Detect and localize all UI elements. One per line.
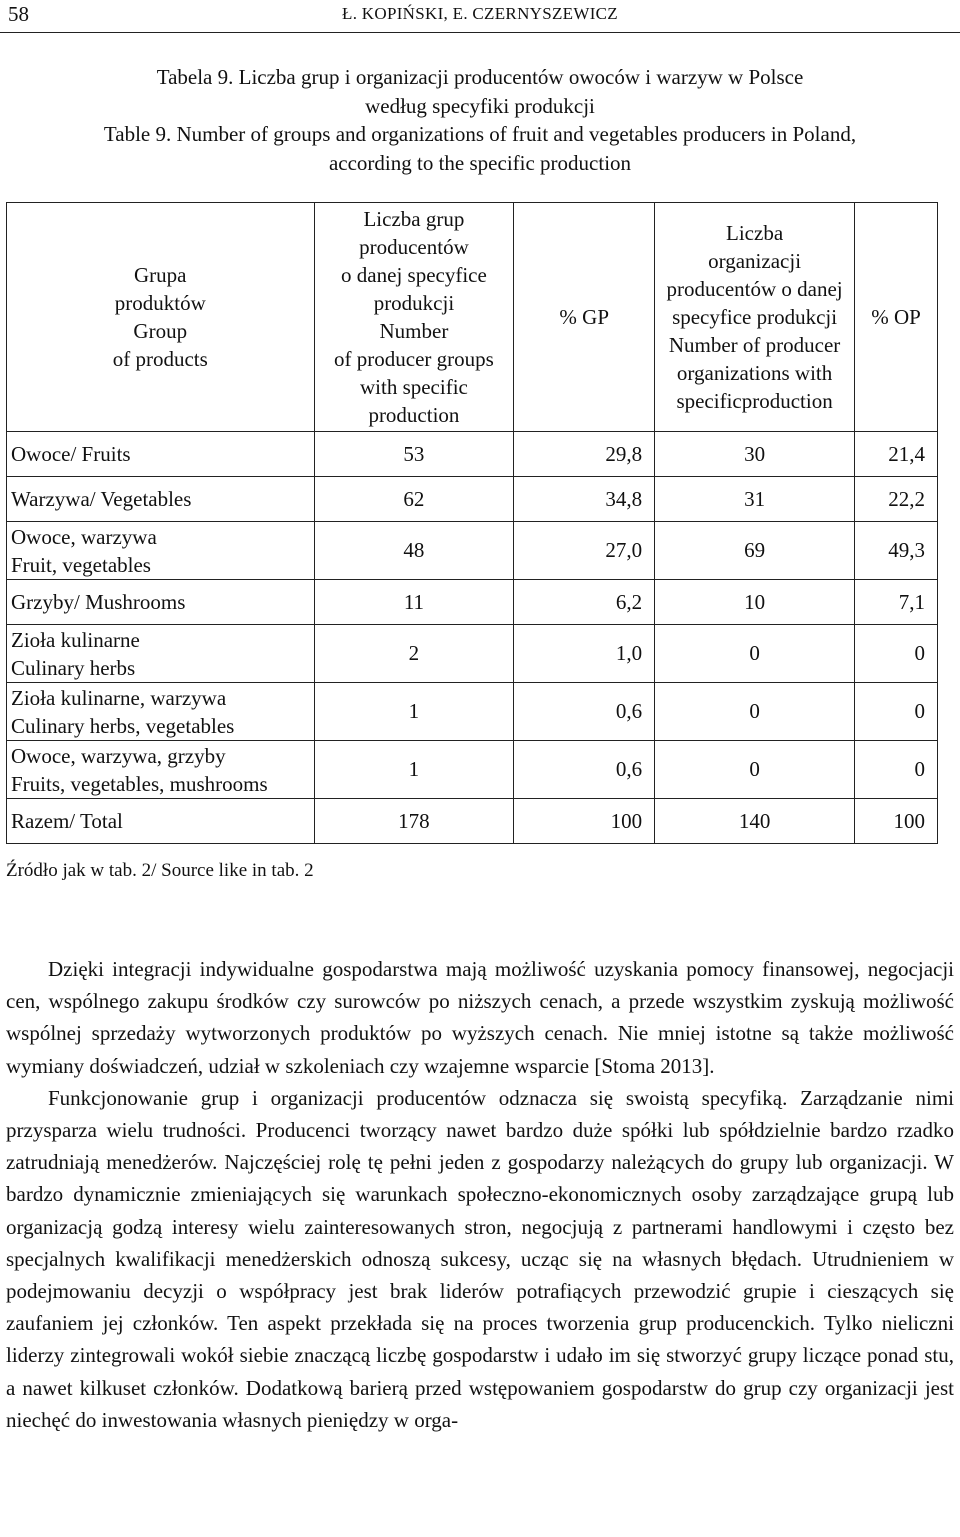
paragraph-1: Dzięki integracji indywidualne gospodarstwa mają możliwość uzyskania pomocy finansowej, negocjacji cen, wspólnego zakupu środków czy surowców po niższych cenach, a przede wszystkim zyskują możliwość wspólnej sprzedaży wytworzonych produktów po wyższych cenach. Nie mniej istotne są także możliwość wymiany doświadczeń, udział w szkoleniach czy wzajemne wsparcie [Stoma 2013]. bbox=[6, 957, 954, 1078]
row-label bbox=[7, 625, 315, 683]
cell-groups-count: 1 bbox=[314, 741, 514, 799]
row-label bbox=[7, 432, 315, 477]
cell-op-pct: 22,2 bbox=[855, 477, 938, 522]
header-line: Number of producer bbox=[668, 333, 841, 357]
cell-groups-count: 53 bbox=[314, 432, 514, 477]
cell-gp-pct: 0,6 bbox=[514, 683, 655, 741]
table-row bbox=[7, 683, 938, 741]
cell-groups-count: 1 bbox=[314, 683, 514, 741]
cell-gp-pct: 100 bbox=[514, 799, 655, 844]
cell-org-count: 30 bbox=[655, 432, 855, 477]
header-line: produkcji bbox=[373, 291, 455, 315]
cell-org-count: 0 bbox=[655, 683, 855, 741]
header-line: Grupa bbox=[134, 263, 187, 287]
header-groups-count bbox=[314, 203, 514, 432]
cell-org-count: 31 bbox=[655, 477, 855, 522]
row-label-line: Fruits, vegetables, mushrooms bbox=[11, 771, 268, 796]
row-label bbox=[7, 477, 315, 522]
cell-op-pct: 100 bbox=[855, 799, 938, 844]
row-label-line: Warzywa/ Vegetables bbox=[11, 487, 192, 511]
table-row bbox=[7, 477, 938, 522]
header-gp-pct: % GP bbox=[514, 203, 655, 432]
cell-gp-pct: 6,2 bbox=[514, 580, 655, 625]
cell-groups-count: 11 bbox=[314, 580, 514, 625]
cell-groups-count: 178 bbox=[314, 799, 514, 844]
cell-gp-pct: 27,0 bbox=[514, 522, 655, 580]
producers-table bbox=[6, 202, 938, 844]
running-head: Ł. KOPIŃSKI, E. CZERNYSZEWICZ bbox=[342, 4, 618, 23]
table-row bbox=[7, 799, 938, 844]
header-line: Liczba bbox=[726, 221, 784, 245]
row-label-line: Culinary herbs, vegetables bbox=[11, 713, 235, 738]
cell-org-count: 10 bbox=[655, 580, 855, 625]
row-label bbox=[7, 683, 315, 741]
header-line: organizations with bbox=[676, 361, 833, 385]
header-line: of products bbox=[112, 347, 208, 371]
header-line: with specific bbox=[359, 375, 468, 399]
header-org-count bbox=[655, 203, 855, 432]
cell-gp-pct: 34,8 bbox=[514, 477, 655, 522]
row-label-line: Owoce, warzywa bbox=[11, 524, 157, 549]
row-label-line: Owoce/ Fruits bbox=[11, 442, 131, 466]
cell-gp-pct: 29,8 bbox=[514, 432, 655, 477]
header-line: of producer groups bbox=[334, 347, 494, 371]
paragraph-2: Funkcjonowanie grup i organizacji producentów odznacza się swoistą specyfiką. Zarządzanie nimi przysparza wielu trudności. Producenci tworzący nawet bardzo duże spółki lub spółdzielnie bardzo rzadko zatrudniają menedżerów. Najczęściej rolę tę pełni jeden z gospodarzy należących do grupy lub organizacji. W bardzo dynamicznie zmieniających się warunkach społeczno-ekonomicznych osoby zarządzające grupą lub organizacją godzą interesy wielu zainteresowanych stron, negocjują z partnerami handlowymi i często bez specjalnych kwalifikacji menedżerskich odnoszą sukcesy, ucząc się na własnych błędach. Utrudnieniem w podejmowaniu decyzji o współpracy jest brak liderów potrafiących przewodzić grupie i cieszących się zaufaniem jej członków. Ten aspekt przekłada się na proces tworzenia grup producenckich. Tylko nieliczni liderzy zintegrowali wokół siebie znaczącą liczbę gospodarstw i udało im się stworzyć grupy liczące ponad stu, a nawet kilkuset członków. Dodatkową barierą przed wstępowaniem gospodarstw do grup czy organizacji jest niechęć do inwestowania własnych pieniędzy w orga- bbox=[6, 1085, 954, 1432]
row-label-line: Zioła kulinarne bbox=[11, 627, 140, 652]
header-line: specificproduction bbox=[676, 389, 833, 413]
table-row bbox=[7, 625, 938, 683]
table-row bbox=[7, 432, 938, 477]
header-group bbox=[7, 203, 315, 432]
row-label bbox=[7, 522, 315, 580]
caption-en-line1: Table 9. Number of groups and organizations of fruit and vegetables producers in Poland, bbox=[103, 122, 857, 146]
caption-en-line2: according to the specific production bbox=[328, 150, 632, 175]
cell-groups-count: 48 bbox=[314, 522, 514, 580]
row-label-line: Culinary herbs bbox=[11, 655, 136, 680]
row-label-line: Fruit, vegetables bbox=[11, 552, 151, 577]
cell-gp-pct: 0,6 bbox=[514, 741, 655, 799]
header-line: produktów bbox=[114, 291, 206, 315]
header-line: organizacji bbox=[708, 249, 802, 273]
header-line: Group bbox=[133, 319, 188, 343]
row-label bbox=[7, 799, 315, 844]
cell-op-pct: 21,4 bbox=[855, 432, 938, 477]
row-label bbox=[7, 741, 315, 799]
page-header bbox=[0, 0, 960, 33]
row-label-line: Razem/ Total bbox=[11, 809, 123, 833]
row-label bbox=[7, 580, 315, 625]
cell-org-count: 69 bbox=[655, 522, 855, 580]
page-number: 58 bbox=[8, 2, 29, 26]
cell-op-pct: 0 bbox=[855, 625, 938, 683]
caption-pl-line1: Tabela 9. Liczba grup i organizacji producentów owoców i warzyw w Polsce bbox=[156, 65, 804, 89]
cell-op-pct: 0 bbox=[855, 683, 938, 741]
row-label-line: Owoce, warzywa, grzyby bbox=[11, 743, 226, 768]
row-label-line: Grzyby/ Mushrooms bbox=[11, 590, 186, 614]
cell-op-pct: 0 bbox=[855, 741, 938, 799]
header-line: producentów bbox=[359, 235, 469, 259]
table-row bbox=[7, 741, 938, 799]
cell-org-count: 140 bbox=[655, 799, 855, 844]
cell-op-pct: 7,1 bbox=[855, 580, 938, 625]
cell-gp-pct: 1,0 bbox=[514, 625, 655, 683]
table-caption bbox=[0, 63, 960, 177]
cell-groups-count: 2 bbox=[314, 625, 514, 683]
table-row bbox=[7, 580, 938, 625]
table-row bbox=[7, 522, 938, 580]
header-line: production bbox=[368, 403, 460, 427]
table-source: Źródło jak w tab. 2/ Source like in tab. 2 bbox=[6, 860, 314, 881]
header-line: specyfice produkcji bbox=[672, 305, 838, 329]
row-label-line: Zioła kulinarne, warzywa bbox=[11, 685, 227, 710]
cell-org-count: 0 bbox=[655, 625, 855, 683]
header-line: Liczba grup bbox=[363, 207, 465, 231]
caption-pl-line2: według specyfiki produkcji bbox=[365, 93, 595, 118]
header-line: producentów o danej bbox=[666, 277, 843, 301]
body-text bbox=[6, 953, 954, 1436]
header-line: o danej specyfice bbox=[341, 263, 487, 287]
header-op-pct: % OP bbox=[855, 203, 938, 432]
header-line: Number bbox=[379, 319, 449, 343]
cell-groups-count: 62 bbox=[314, 477, 514, 522]
cell-org-count: 0 bbox=[655, 741, 855, 799]
cell-op-pct: 49,3 bbox=[855, 522, 938, 580]
